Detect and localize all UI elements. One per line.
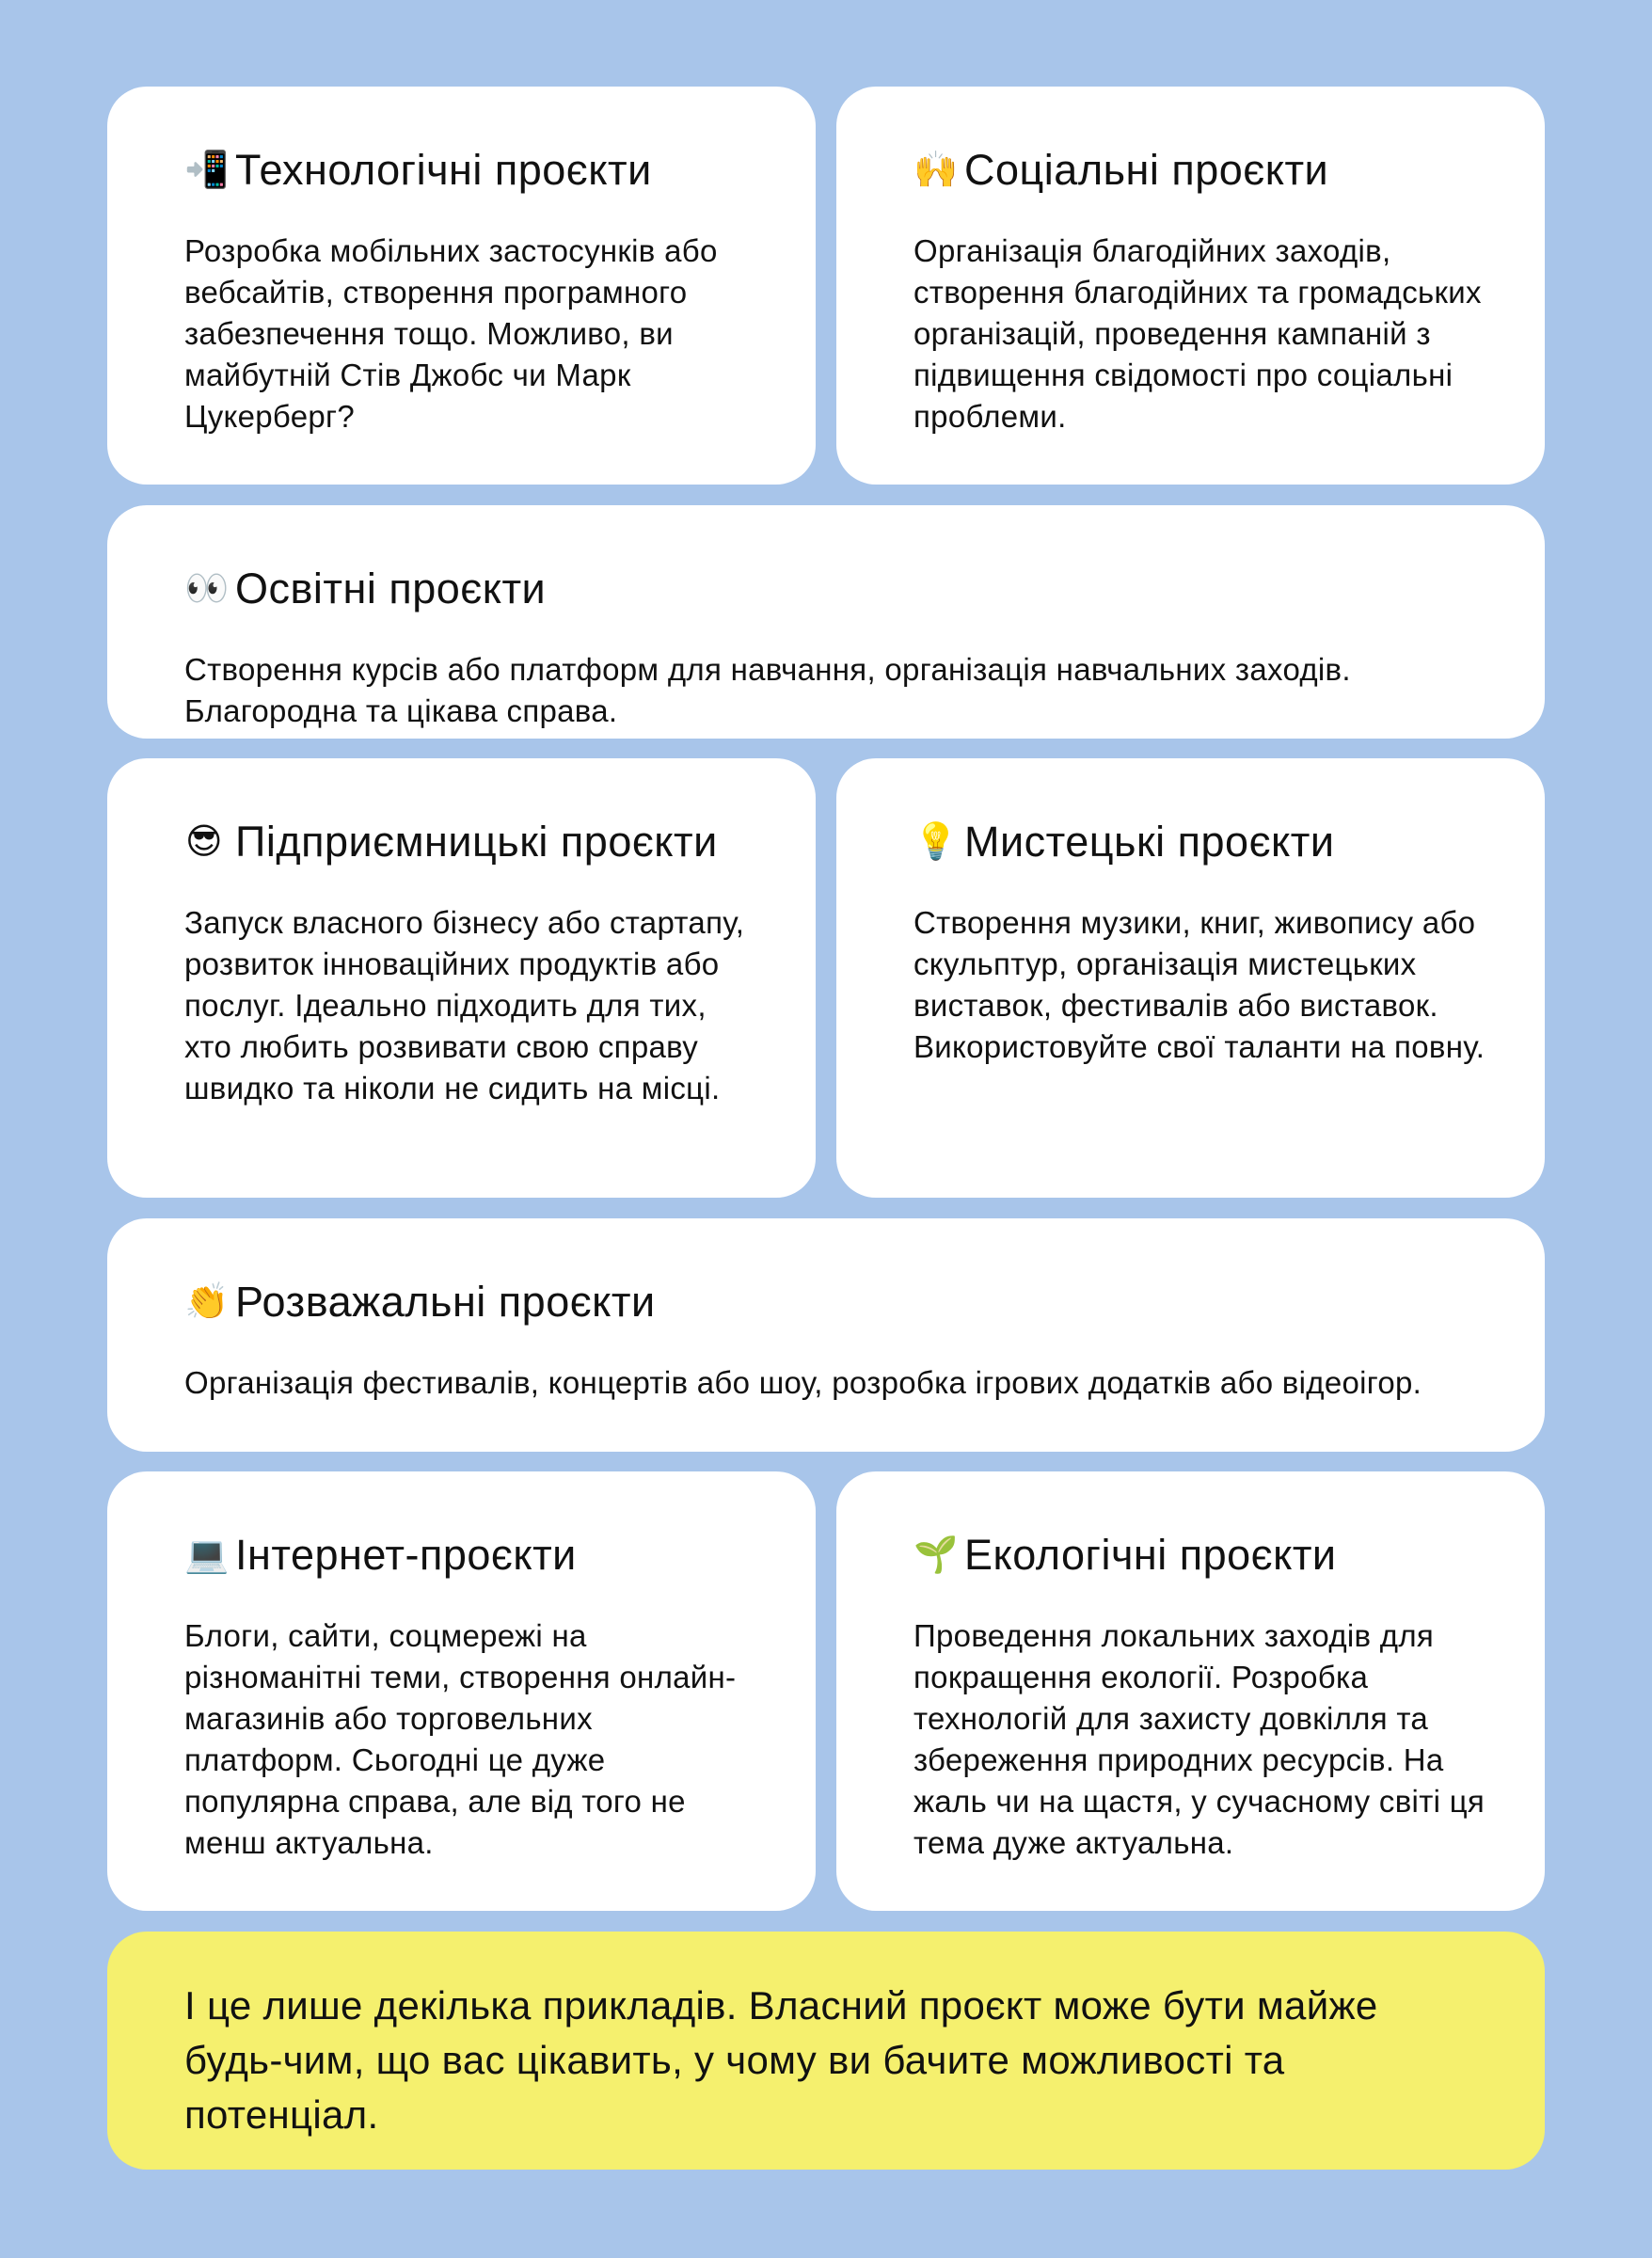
card-title bbox=[184, 564, 1488, 612]
seedling-icon: 🌱 bbox=[913, 1534, 959, 1575]
card-body: Організація благодійних заходів, створення благодійних та громадських організацій, проведення кампаній з підвищення свідомості про соціальні проблеми. bbox=[913, 233, 1482, 434]
card-title bbox=[913, 818, 1488, 866]
card-title bbox=[913, 146, 1488, 194]
eyes-icon: 👀 bbox=[184, 568, 230, 609]
card-title-text: Розважальні проєкти bbox=[235, 1278, 656, 1326]
card-body: Організація фестивалів, концертів або шоу, розробка ігрових додатків або відеоігор. bbox=[184, 1365, 1422, 1400]
card-tech-projects bbox=[107, 87, 816, 485]
clapping-hands-icon: 👏 bbox=[184, 1281, 230, 1322]
card-title-text: Технологічні проєкти bbox=[235, 146, 652, 194]
card-body: Створення музики, книг, живопису або скульптур, організація мистецьких виставок, фестивалів або виставок. Використовуйте свої таланти на повну. bbox=[913, 905, 1485, 1064]
card-body: Розробка мобільних застосунків або вебсайтів, створення програмного забезпечення тощо. Можливо, ви майбутній Стів Джобс чи Марк Цукерберг? bbox=[184, 233, 718, 434]
card-entertainment-projects bbox=[107, 1218, 1545, 1452]
callout-text: І це лише декілька прикладів. Власний проєкт може бути майже будь-чим, що вас цікавить, у чому ви бачите можливості та потенціал. bbox=[184, 1983, 1378, 2137]
card-social-projects bbox=[836, 87, 1545, 485]
light-bulb-icon: 💡 bbox=[913, 821, 959, 862]
card-title bbox=[184, 1531, 759, 1579]
card-body: Створення курсів або платформ для навчання, організація навчальних заходів. Благородна та цікава справа. bbox=[184, 652, 1351, 728]
callout-note bbox=[107, 1932, 1545, 2170]
card-title-text: Мистецькі проєкти bbox=[964, 818, 1335, 866]
card-business-projects bbox=[107, 758, 816, 1198]
card-title-text: Соціальні проєкти bbox=[964, 146, 1329, 194]
card-art-projects bbox=[836, 758, 1545, 1198]
card-body: Блоги, сайти, соцмережі на різноманітні теми, створення онлайн-магазинів або торговельних платформ. Сьогодні це дуже популярна справа, але від того не менш актуальна. bbox=[184, 1618, 737, 1860]
card-title-text: Підприємницькі проєкти bbox=[235, 818, 718, 866]
laptop-icon: 💻 bbox=[184, 1534, 230, 1575]
mobile-phone-arrow-icon: 📲 bbox=[184, 150, 230, 190]
sunglasses-face-icon: 😎 bbox=[184, 821, 224, 862]
card-title-text: Інтернет-проєкти bbox=[235, 1531, 577, 1579]
raised-hands-icon: 🙌 bbox=[913, 150, 959, 190]
card-title-text: Освітні проєкти bbox=[235, 564, 547, 612]
card-title-text: Екологічні проєкти bbox=[964, 1531, 1337, 1579]
card-eco-projects bbox=[836, 1471, 1545, 1911]
card-education-projects bbox=[107, 505, 1545, 739]
card-body: Запуск власного бізнесу або стартапу, розвиток інноваційних продуктів або послуг. Ідеально підходить для тих, хто любить розвивати свою справу швидко та ніколи не сидить на місці. bbox=[184, 905, 745, 1105]
card-internet-projects bbox=[107, 1471, 816, 1911]
card-body: Проведення локальних заходів для покращення екології. Розробка технологій для захисту довкілля та збереження природних ресурсів. На жаль чи на щастя, у сучасному світі ця тема дуже актуальна. bbox=[913, 1618, 1485, 1860]
card-title bbox=[184, 146, 759, 194]
card-title bbox=[184, 1278, 1488, 1326]
card-title bbox=[184, 818, 759, 866]
card-title bbox=[913, 1531, 1488, 1579]
